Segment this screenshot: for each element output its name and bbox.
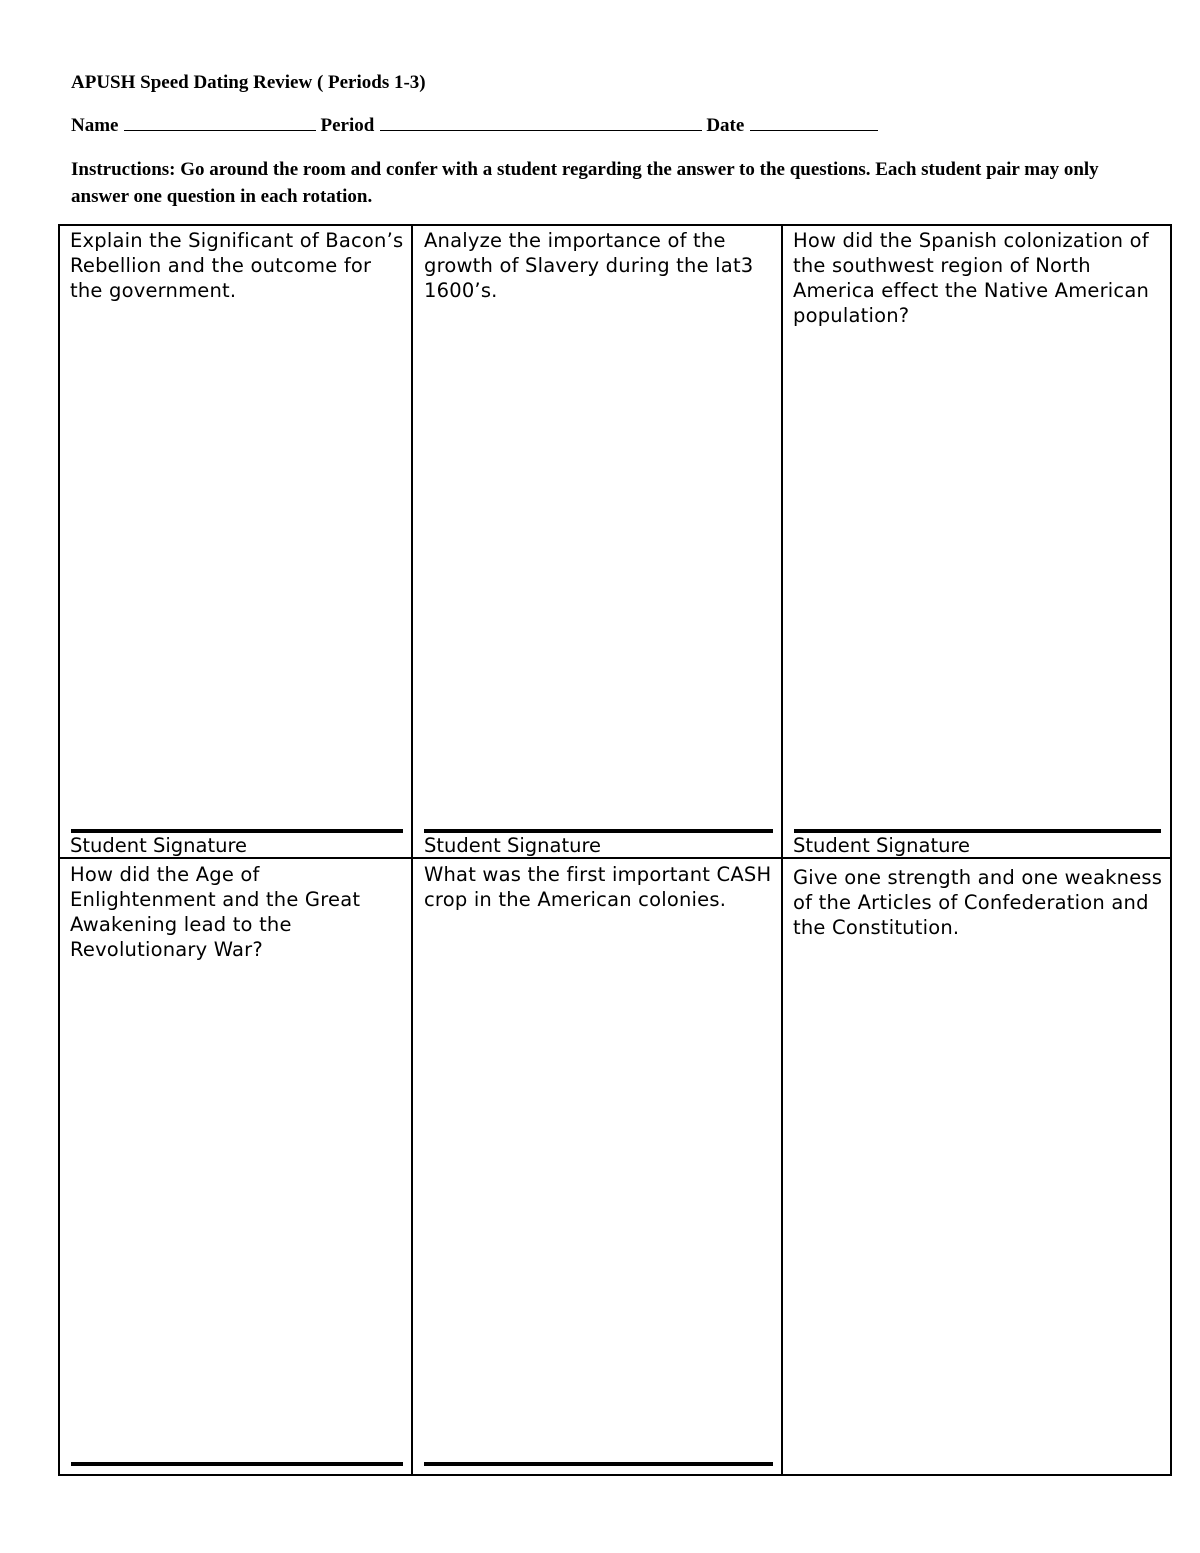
column-divider [411, 226, 413, 1474]
signature-label: Student Signature [70, 834, 248, 857]
question-cell-1: Explain the Significant of Bacon’s Rebellion and the outcome for the government. [70, 229, 404, 302]
page-title: APUSH Speed Dating Review ( Periods 1-3) [71, 72, 426, 93]
name-label: Name [71, 115, 119, 136]
signature-line[interactable] [71, 829, 403, 833]
signature-line[interactable] [794, 829, 1161, 833]
row-divider [60, 857, 1170, 859]
question-cell-4: How did the Age of Enlightenment and the Great Awakening lead to the Revolutionary War? [70, 863, 361, 961]
signature-line[interactable] [424, 1462, 773, 1466]
period-field[interactable] [380, 114, 702, 131]
student-info-row [71, 114, 882, 137]
column-divider [781, 226, 783, 1474]
question-cell-5: What was the first important CASH crop in the American colonies. [424, 863, 772, 911]
signature-line[interactable] [71, 1462, 403, 1466]
instructions: Instructions: Go around the room and confer with a student regarding the answer to the questions. Each student pair may only answer one question in each rotation. [71, 159, 1099, 207]
signature-label: Student Signature [424, 834, 602, 857]
signature-line[interactable] [424, 829, 773, 833]
period-label: Period [320, 115, 375, 136]
question-cell-2: Analyze the importance of the growth of Slavery during the lat3 1600’s. [424, 229, 754, 302]
question-cell-3: How did the Spanish colonization of the southwest region of North America effect the Native American population? [793, 229, 1150, 327]
question-grid [58, 224, 1172, 1476]
name-field[interactable] [124, 114, 316, 131]
date-label: Date [706, 115, 745, 136]
question-cell-6: Give one strength and one weakness of the Articles of Confederation and the Constitution. [793, 866, 1163, 939]
signature-label: Student Signature [793, 834, 971, 857]
date-field[interactable] [750, 114, 878, 131]
